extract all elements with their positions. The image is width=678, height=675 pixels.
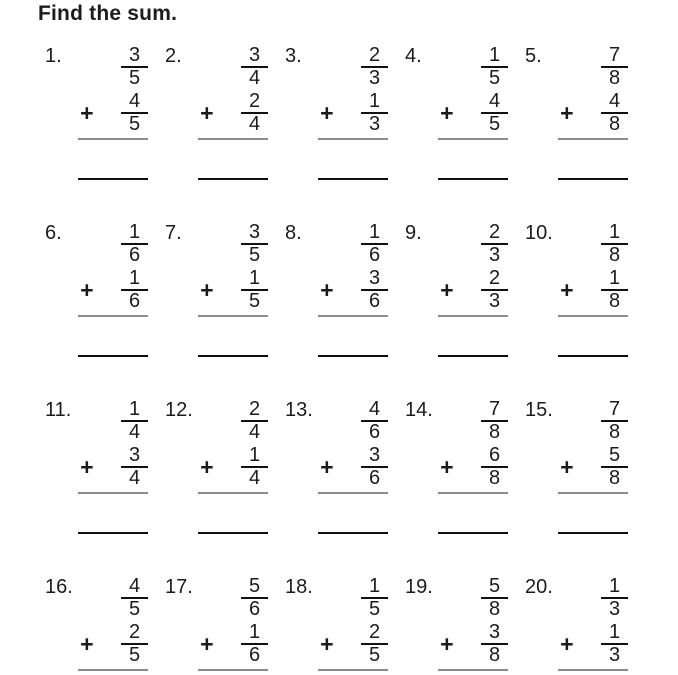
fraction-numerator: 7 [481,399,508,422]
fraction-numerator: 1 [601,576,628,599]
plus-operator: + [80,276,94,303]
problem-cell [45,40,165,217]
fraction-second [121,445,148,489]
problem-cell [405,394,525,571]
problem-number: 17. [165,576,193,598]
sum-rule-line [78,492,148,494]
fraction-second [481,622,508,666]
fraction-second [481,268,508,312]
answer-blank [198,178,268,180]
addend-row [198,91,268,135]
answer-blank [438,355,508,357]
problem-number: 5. [525,45,542,67]
fraction-numerator: 2 [481,222,508,245]
problem-number: 16. [45,576,73,598]
sum-rule-line [558,138,628,140]
fraction-denominator: 4 [128,467,141,489]
problem-body [438,40,508,217]
plus-operator: + [200,630,214,657]
fraction-denominator: 5 [128,67,141,89]
fraction-numerator: 1 [121,399,148,422]
problem-cell [405,217,525,394]
fraction-numerator: 1 [481,45,508,68]
problems-grid [45,40,645,675]
fraction-first [241,576,268,620]
fraction-denominator: 5 [128,113,141,135]
fraction-first [241,45,268,89]
fraction-denominator: 5 [368,644,381,666]
fraction-numerator: 1 [241,445,268,468]
fraction-first [361,576,388,620]
problem-cell [405,40,525,217]
fraction-denominator: 5 [248,244,261,266]
addend-row [558,622,628,666]
fraction-numerator: 2 [361,622,388,645]
fraction-numerator: 3 [241,45,268,68]
fraction-first [241,222,268,266]
plus-operator: + [560,99,574,126]
fraction-numerator: 1 [241,622,268,645]
fraction-second [241,445,268,489]
fraction-denominator: 8 [488,644,501,666]
problem-number: 2. [165,45,182,67]
sum-rule-line [558,669,628,671]
plus-operator: + [440,276,454,303]
fraction-second [241,91,268,135]
problem-number: 1. [45,45,62,67]
fraction-second [121,622,148,666]
fraction-denominator: 8 [608,290,621,312]
fraction-numerator: 2 [241,399,268,422]
fraction-denominator: 5 [128,644,141,666]
problem-body [198,571,268,675]
problem-number: 18. [285,576,313,598]
fraction-denominator: 3 [488,244,501,266]
fraction-first [601,399,628,443]
fraction-second [481,91,508,135]
addend-row [78,622,148,666]
fraction-denominator: 6 [248,598,261,620]
fraction-denominator: 8 [608,113,621,135]
addend-row [558,445,628,489]
addend-row [438,445,508,489]
problem-body [558,571,628,675]
addend-row [558,91,628,135]
fraction-denominator: 6 [368,467,381,489]
plus-operator: + [80,99,94,126]
addend-row [198,268,268,312]
fraction-second [601,622,628,666]
fraction-second [361,91,388,135]
problem-number: 19. [405,576,433,598]
problem-number: 11. [45,399,72,421]
fraction-numerator: 1 [601,222,628,245]
fraction-first [361,399,388,443]
problem-cell [285,40,405,217]
problem-cell [45,217,165,394]
fraction-denominator: 6 [128,244,141,266]
sum-rule-line [438,138,508,140]
plus-operator: + [80,453,94,480]
fraction-numerator: 4 [121,576,148,599]
addend-row [438,268,508,312]
fraction-numerator: 3 [361,445,388,468]
fraction-first [361,45,388,89]
fraction-numerator: 6 [481,445,508,468]
problem-body [558,40,628,217]
plus-operator: + [200,99,214,126]
fraction-numerator: 2 [481,268,508,291]
fraction-denominator: 4 [248,467,261,489]
problem-body [318,394,388,571]
problem-cell [165,571,285,675]
fraction-numerator: 1 [601,622,628,645]
problem-cell [45,394,165,571]
fraction-denominator: 8 [488,467,501,489]
fraction-denominator: 5 [368,598,381,620]
fraction-denominator: 8 [608,421,621,443]
fraction-numerator: 1 [601,268,628,291]
problem-body [78,394,148,571]
answer-blank [558,355,628,357]
fraction-denominator: 3 [488,290,501,312]
answer-blank [198,355,268,357]
problem-cell [165,217,285,394]
problem-body [318,40,388,217]
fraction-numerator: 1 [121,222,148,245]
fraction-second [601,91,628,135]
fraction-denominator: 4 [248,421,261,443]
fraction-denominator: 3 [368,113,381,135]
fraction-denominator: 4 [248,113,261,135]
sum-rule-line [318,669,388,671]
problem-number: 20. [525,576,553,598]
answer-blank [558,178,628,180]
fraction-numerator: 5 [601,445,628,468]
fraction-denominator: 8 [608,467,621,489]
fraction-numerator: 4 [601,91,628,114]
fraction-first [601,222,628,266]
problem-cell [285,217,405,394]
addend-row [318,445,388,489]
problem-number: 3. [285,45,302,67]
answer-blank [318,532,388,534]
problem-body [198,40,268,217]
problem-cell [525,217,645,394]
fraction-numerator: 1 [361,222,388,245]
problem-number: 13. [285,399,313,421]
fraction-numerator: 3 [361,268,388,291]
problem-number: 6. [45,222,62,244]
sum-rule-line [198,315,268,317]
fraction-numerator: 7 [601,45,628,68]
fraction-numerator: 3 [121,45,148,68]
plus-operator: + [560,630,574,657]
problem-cell [525,571,645,675]
problem-body [198,217,268,394]
fraction-denominator: 8 [608,244,621,266]
page-title: Find the sum. [38,2,178,25]
fraction-denominator: 5 [488,67,501,89]
problem-cell [165,394,285,571]
addend-row [78,91,148,135]
addend-row [438,622,508,666]
problem-number: 8. [285,222,302,244]
sum-rule-line [318,492,388,494]
fraction-numerator: 5 [241,576,268,599]
addend-row [318,622,388,666]
sum-rule-line [78,669,148,671]
plus-operator: + [440,99,454,126]
fraction-denominator: 5 [128,598,141,620]
problem-number: 14. [405,399,433,421]
sum-rule-line [438,315,508,317]
problem-number: 15. [525,399,553,421]
sum-rule-line [198,492,268,494]
plus-operator: + [440,453,454,480]
fraction-first [601,45,628,89]
fraction-denominator: 6 [248,644,261,666]
fraction-denominator: 8 [488,598,501,620]
sum-rule-line [318,315,388,317]
addend-row [558,268,628,312]
fraction-numerator: 2 [121,622,148,645]
plus-operator: + [440,630,454,657]
fraction-denominator: 8 [608,67,621,89]
fraction-second [361,622,388,666]
fraction-denominator: 4 [128,421,141,443]
fraction-second [481,445,508,489]
fraction-numerator: 7 [601,399,628,422]
fraction-denominator: 6 [368,290,381,312]
sum-rule-line [78,138,148,140]
problem-cell [525,40,645,217]
fraction-numerator: 1 [361,91,388,114]
sum-rule-line [78,315,148,317]
addend-row [438,91,508,135]
addend-row [198,445,268,489]
fraction-numerator: 5 [481,576,508,599]
fraction-first [601,576,628,620]
addend-row [198,622,268,666]
fraction-first [241,399,268,443]
fraction-numerator: 1 [121,268,148,291]
plus-operator: + [320,99,334,126]
problem-body [318,217,388,394]
addend-row [318,91,388,135]
sum-rule-line [558,492,628,494]
problem-cell [165,40,285,217]
addend-row [78,445,148,489]
problem-cell [45,571,165,675]
plus-operator: + [200,276,214,303]
sum-rule-line [318,138,388,140]
plus-operator: + [560,453,574,480]
fraction-first [121,576,148,620]
fraction-first [121,45,148,89]
fraction-denominator: 6 [368,421,381,443]
fraction-denominator: 8 [488,421,501,443]
problem-number: 12. [165,399,193,421]
sum-rule-line [438,492,508,494]
fraction-second [361,268,388,312]
fraction-first [121,222,148,266]
fraction-denominator: 3 [608,644,621,666]
problem-cell [405,571,525,675]
fraction-numerator: 4 [361,399,388,422]
plus-operator: + [320,630,334,657]
fraction-denominator: 5 [248,290,261,312]
problem-cell [525,394,645,571]
problem-number: 7. [165,222,182,244]
problem-body [558,394,628,571]
sum-rule-line [558,315,628,317]
fraction-first [481,399,508,443]
problem-body [318,571,388,675]
problem-number: 10. [525,222,553,244]
answer-blank [558,532,628,534]
addend-row [318,268,388,312]
fraction-first [481,222,508,266]
problem-body [438,571,508,675]
answer-blank [78,178,148,180]
fraction-denominator: 3 [608,598,621,620]
answer-blank [438,178,508,180]
problem-body [438,217,508,394]
plus-operator: + [80,630,94,657]
plus-operator: + [560,276,574,303]
fraction-denominator: 6 [128,290,141,312]
problem-cell [285,394,405,571]
problem-body [78,217,148,394]
fraction-second [601,268,628,312]
fraction-second [601,445,628,489]
fraction-numerator: 1 [241,268,268,291]
problem-cell [285,571,405,675]
problem-body [78,571,148,675]
sum-rule-line [198,669,268,671]
fraction-first [481,45,508,89]
fraction-numerator: 2 [361,45,388,68]
addend-row [78,268,148,312]
fraction-first [121,399,148,443]
fraction-second [361,445,388,489]
fraction-denominator: 5 [488,113,501,135]
fraction-second [121,91,148,135]
answer-blank [78,355,148,357]
fraction-first [481,576,508,620]
fraction-denominator: 4 [248,67,261,89]
problem-number: 4. [405,45,422,67]
fraction-numerator: 3 [481,622,508,645]
problem-number: 9. [405,222,422,244]
fraction-numerator: 4 [481,91,508,114]
answer-blank [318,178,388,180]
answer-blank [78,532,148,534]
fraction-numerator: 3 [241,222,268,245]
plus-operator: + [320,276,334,303]
fraction-second [121,268,148,312]
fraction-denominator: 3 [368,67,381,89]
answer-blank [318,355,388,357]
fraction-second [241,268,268,312]
problem-body [198,394,268,571]
problem-body [438,394,508,571]
answer-blank [438,532,508,534]
plus-operator: + [200,453,214,480]
problem-body [78,40,148,217]
fraction-denominator: 6 [368,244,381,266]
sum-rule-line [438,669,508,671]
sum-rule-line [198,138,268,140]
answer-blank [198,532,268,534]
plus-operator: + [320,453,334,480]
fraction-first [361,222,388,266]
fraction-numerator: 1 [361,576,388,599]
fraction-numerator: 3 [121,445,148,468]
fraction-numerator: 4 [121,91,148,114]
fraction-numerator: 2 [241,91,268,114]
problem-body [558,217,628,394]
fraction-second [241,622,268,666]
